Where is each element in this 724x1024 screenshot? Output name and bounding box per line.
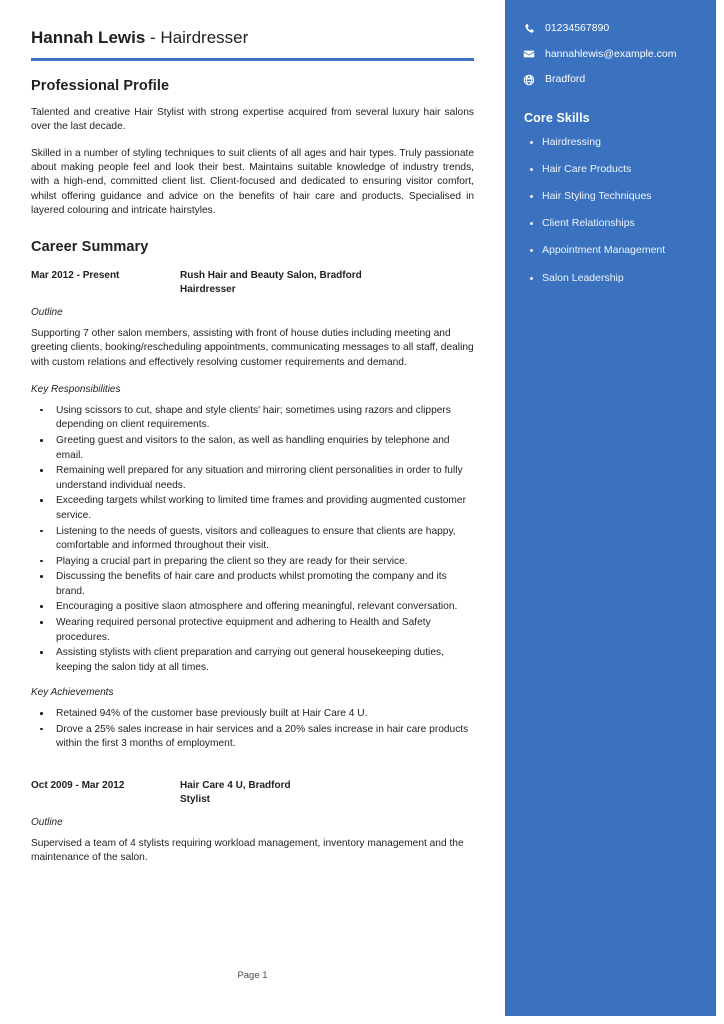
contact-phone: [523, 22, 702, 36]
profile-paragraph: Skilled in a number of styling techniques to suit clients of all ages and hair types. Truly passionate about making people feel and look their best. Maintains suitable knowledge of industry trends, with a high-end, committed client list. Client-focused and dedicated to ensuring visitor comfort, whilst offering guidance and advice on the benefits of hair care and products. Specialised in layered colouring and intricate hairstyles.: [31, 147, 474, 217]
achievements-list: [31, 707, 474, 752]
job-header: [31, 779, 474, 807]
responsibilities-list: [31, 404, 474, 675]
job-role: Hairdresser: [180, 283, 236, 295]
candidate-job-title: - Hairdresser: [145, 28, 249, 47]
list-item: Retained 94% of the customer base previously built at Hair Care 4 U.: [31, 707, 474, 722]
outline-label: Outline: [31, 306, 63, 318]
section-heading-career: Career Summary: [31, 238, 149, 255]
sidebar-heading-core-skills: Core Skills: [524, 110, 590, 125]
list-item: Salon Leadership: [523, 272, 702, 286]
job-entry: [31, 269, 474, 752]
list-item: Assisting stylists with client preparation and carrying out general housekeeping duties, keeping the salon tidy at all times.: [31, 646, 474, 675]
job-employer: Hair Care 4 U, Bradford: [180, 780, 291, 792]
responsibilities-label: Key Responsibilities: [31, 383, 121, 395]
list-item: Client Relationships: [523, 217, 702, 231]
job-employer: Rush Hair and Beauty Salon, Bradford: [180, 269, 362, 281]
list-item: Remaining well prepared for any situation and mirroring client personalities in order to fully understand individual needs.: [31, 464, 474, 493]
list-item: Hair Styling Techniques: [523, 190, 702, 204]
contact-list: [523, 22, 702, 87]
job-entry: [31, 779, 474, 866]
list-item: Discussing the benefits of hair care and products whilst promoting the company and its brand.: [31, 570, 474, 599]
header-divider: [31, 58, 474, 61]
list-item: Playing a crucial part in preparing the client so they are ready for their service.: [31, 555, 474, 570]
list-item: Greeting guest and visitors to the salon, as well as handling enquiries by telephone and email.: [31, 434, 474, 463]
section-heading-profile: Professional Profile: [31, 77, 170, 94]
list-item: Encouraging a positive slaon atmosphere and offering meaningful, relevant conversation.: [31, 600, 474, 615]
page-number: Page 1: [237, 970, 268, 981]
contact-location: [523, 73, 702, 87]
phone-icon: [523, 22, 538, 35]
list-item: Hairdressing: [523, 136, 702, 150]
job-employer-block: [180, 269, 474, 297]
envelope-icon: [523, 48, 538, 61]
list-item: Drove a 25% sales increase in hair services and a 20% sales increase in hair care products within the first 3 months of employment.: [31, 723, 474, 752]
job-header: [31, 269, 474, 297]
job-outline: Supporting 7 other salon members, assisting with front of house duties including meeting and greeting clients, booking/rescheduling appointments, communicating messages to all staff, dealing with custom relations and effectively resolving customer requirements and demand.: [31, 327, 474, 369]
job-employer-block: [180, 779, 474, 807]
job-role: Stylist: [180, 793, 211, 805]
list-item: Exceeding targets whilst working to limited time frames and providing augmented customer service.: [31, 494, 474, 523]
contact-phone-value: 01234567890: [545, 22, 610, 34]
sidebar: [505, 0, 716, 1016]
list-item: Listening to the needs of guests, visitors and colleagues to ensure that clients are happy, comfortable and informed throughout their visit.: [31, 525, 474, 554]
job-outline: Supervised a team of 4 stylists requiring workload management, inventory management and the maintenance of the salon.: [31, 837, 464, 864]
job-dates: Mar 2012 - Present: [31, 269, 120, 281]
profile-paragraph: Talented and creative Hair Stylist with strong expertise acquired from several luxury hair salons over the last decade.: [31, 106, 474, 133]
list-item: Wearing required personal protective equipment and adhering to Health and Safety procedures.: [31, 616, 474, 645]
contact-email-value: hannahlewis@example.com: [545, 47, 677, 60]
list-item: Hair Care Products: [523, 163, 702, 177]
achievements-label: Key Achievements: [31, 687, 114, 699]
list-item: Using scissors to cut, shape and style clients' hair; sometimes using razors and clippers depending on client requirements.: [31, 404, 474, 433]
globe-icon: [523, 74, 538, 87]
list-item: Appointment Management: [523, 244, 702, 258]
outline-label: Outline: [31, 816, 63, 828]
job-dates: Oct 2009 - Mar 2012: [31, 780, 125, 792]
page-title: [31, 28, 474, 48]
contact-email: [523, 48, 702, 62]
candidate-name: Hannah Lewis: [31, 28, 146, 47]
page-footer: [0, 970, 505, 981]
core-skills-list: [523, 136, 702, 285]
contact-location-value: Bradford: [545, 73, 586, 86]
